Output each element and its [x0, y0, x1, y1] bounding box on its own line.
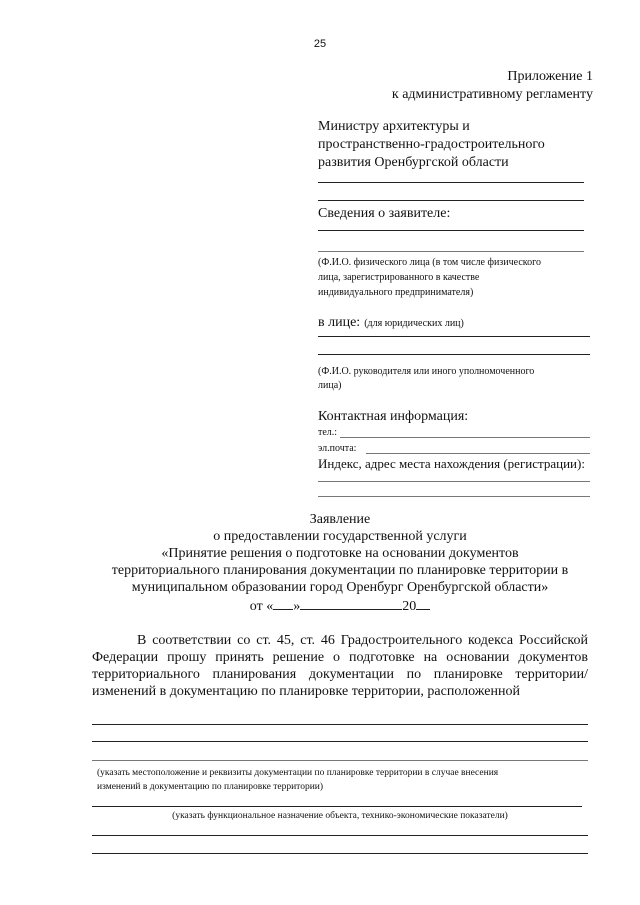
location-field-2[interactable] [92, 741, 588, 742]
appendix-subtitle: к административному регламенту [391, 87, 593, 102]
purpose-hint: (указать функциональное назначение объекта, технико-экономические показатели) [172, 811, 508, 821]
address-label: Индекс, адрес места нахождения (регистрации): [318, 456, 585, 471]
addressee-blank-line-1[interactable] [318, 182, 584, 183]
addressee-line-1: Министру архитектуры и [318, 119, 470, 134]
date-year-field[interactable] [416, 597, 430, 610]
appendix-title: Приложение 1 [507, 69, 593, 84]
location-field-3[interactable] [92, 760, 588, 761]
in-person-hint: (для юридических лиц) [364, 318, 464, 329]
manager-hint-2: лица) [318, 380, 342, 391]
phone-label: тел.: [318, 427, 338, 438]
applicant-blank-line-1[interactable] [318, 230, 584, 231]
representative-blank-line-1[interactable] [318, 336, 590, 337]
request-paragraph: В соответствии со ст. 45, ст. 46 Градостроительного кодекса Российской Федерации прошу принять решение о подготовке на основании документов территориального планирования документации по планировке территории/ изменений в документацию по планировке территории, расположенной [92, 633, 588, 699]
email-label: эл.почта: [318, 443, 357, 454]
addressee-line-2: пространственно-градостроительного [318, 137, 545, 152]
location-hint-2: изменений в документацию по планировке территории) [97, 782, 324, 792]
date-month-field[interactable] [300, 597, 402, 610]
location-hint-1: (указать местоположение и реквизиты документации по планировке территории в случае внесения [97, 768, 499, 778]
addressee-blank-line-2[interactable] [318, 200, 584, 201]
statement-line-3: «Принятие решения о подготовке на основании документов [161, 546, 519, 561]
statement-line-4: территориального планирования документации по планировке территории в [111, 563, 569, 578]
fio-hint-2: лица, зарегистрированного в качестве [318, 272, 480, 283]
addressee-line-3: развития Оренбургской области [318, 155, 509, 170]
representative-blank-line-2[interactable] [318, 354, 590, 355]
fio-hint-3: индивидуального предпринимателя) [318, 287, 474, 298]
fio-hint-1: (Ф.И.О. физического лица (в том числе физического [318, 257, 541, 268]
phone-field[interactable] [340, 437, 590, 438]
statement-line-5: муниципальном образовании город Оренбург Оренбургской области» [131, 580, 549, 595]
page-number: 25 [313, 38, 327, 50]
email-field[interactable] [366, 453, 590, 454]
purpose-field-3[interactable] [92, 853, 588, 854]
address-field-1[interactable] [318, 481, 590, 482]
applicant-heading: Сведения о заявителе: [318, 206, 451, 221]
statement-line-2: о предоставлении государственной услуги [213, 529, 467, 544]
contact-heading: Контактная информация: [318, 409, 469, 424]
applicant-blank-line-2[interactable] [318, 251, 584, 252]
statement-date: от « » 20 [92, 597, 588, 615]
in-person-row [318, 313, 586, 331]
purpose-field[interactable] [92, 806, 582, 807]
statement-title: Заявление [309, 512, 371, 527]
purpose-field-2[interactable] [92, 835, 588, 836]
date-day-field[interactable] [273, 597, 293, 610]
in-person-label: в лице: [318, 315, 361, 330]
location-field-1[interactable] [92, 724, 588, 725]
address-field-2[interactable] [318, 496, 590, 497]
manager-hint-1: (Ф.И.О. руководителя или иного уполномоченного [318, 366, 535, 377]
